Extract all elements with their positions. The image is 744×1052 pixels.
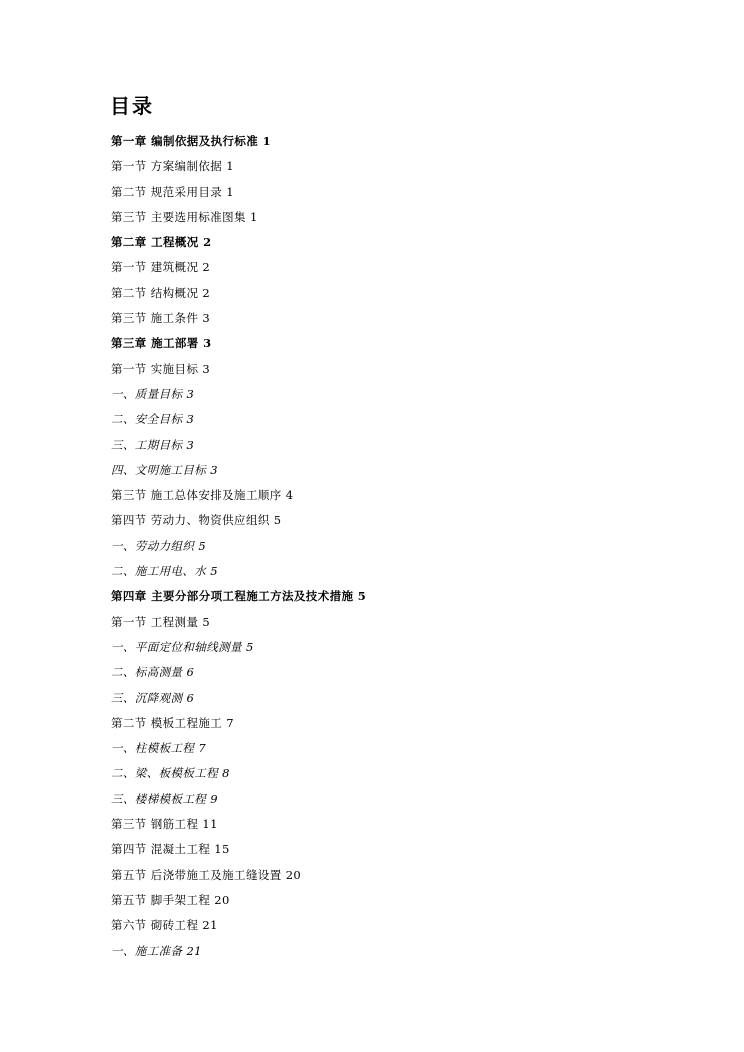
toc-entry-sub[interactable]: 二、标高测量 6 (111, 665, 195, 680)
toc-entry-section[interactable]: 第二节 规范采用目录 1 (111, 184, 234, 199)
toc-entry-section[interactable]: 第一节 方案编制依据 1 (111, 159, 234, 174)
toc-entry-section[interactable]: 第一节 实施目标 3 (111, 361, 211, 376)
toc-entry-section[interactable]: 第一节 建筑概况 2 (111, 260, 211, 275)
toc-entry-section[interactable]: 第二节 模板工程施工 7 (111, 715, 234, 730)
toc-entry-section[interactable]: 第五节 后浇带施工及施工缝设置 20 (111, 867, 302, 882)
toc-entry-section[interactable]: 第四节 劳动力、物资供应组织 5 (111, 513, 282, 528)
toc-entry-section[interactable]: 第一节 工程测量 5 (111, 614, 211, 629)
toc-entry-section[interactable]: 第四节 混凝土工程 15 (111, 842, 230, 857)
toc-entry-section[interactable]: 第三节 主要选用标准图集 1 (111, 209, 258, 224)
toc-entry-section[interactable]: 第六节 砌砖工程 21 (111, 918, 218, 933)
toc-entry-chapter[interactable]: 第四章 主要分部分项工程施工方法及技术措施 5 (111, 589, 367, 604)
toc-entry-section[interactable]: 第三节 钢筋工程 11 (111, 817, 218, 832)
toc-entry-sub[interactable]: 一、施工准备 21 (111, 943, 202, 958)
toc-entry-sub[interactable]: 一、质量目标 3 (111, 386, 195, 401)
toc-entry-chapter[interactable]: 第二章 工程概况 2 (111, 235, 212, 250)
toc-entry-section[interactable]: 第二节 结构概况 2 (111, 285, 211, 300)
toc-entry-sub[interactable]: 二、安全目标 3 (111, 412, 195, 427)
toc-entry-sub[interactable]: 三、工期目标 3 (111, 437, 195, 452)
toc-entry-sub[interactable]: 四、文明施工目标 3 (111, 462, 218, 477)
toc-entry-sub[interactable]: 三、楼梯模板工程 9 (111, 791, 218, 806)
toc-entry-section[interactable]: 第三节 施工条件 3 (111, 311, 211, 326)
toc-entry-chapter[interactable]: 第三章 施工部署 3 (111, 336, 212, 351)
toc-entry-section[interactable]: 第三节 施工总体安排及施工顺序 4 (111, 488, 294, 503)
toc-entry-chapter[interactable]: 第一章 编制依据及执行标准 1 (111, 134, 272, 148)
toc-entry-sub[interactable]: 三、沉降观测 6 (111, 690, 195, 705)
toc-entry-sub[interactable]: 一、柱模板工程 7 (111, 741, 207, 756)
toc-entry-sub[interactable]: 二、梁、板模板工程 8 (111, 766, 230, 781)
toc-entry-section[interactable]: 第五节 脚手架工程 20 (111, 892, 230, 907)
toc-entry-sub[interactable]: 一、劳动力组织 5 (111, 538, 207, 553)
toc-entry-sub[interactable]: 一、平面定位和轴线测量 5 (111, 639, 254, 654)
toc-list (111, 131, 366, 966)
toc-entry-sub[interactable]: 二、施工用电、水 5 (111, 564, 218, 579)
toc-title: 目录 (110, 94, 154, 118)
